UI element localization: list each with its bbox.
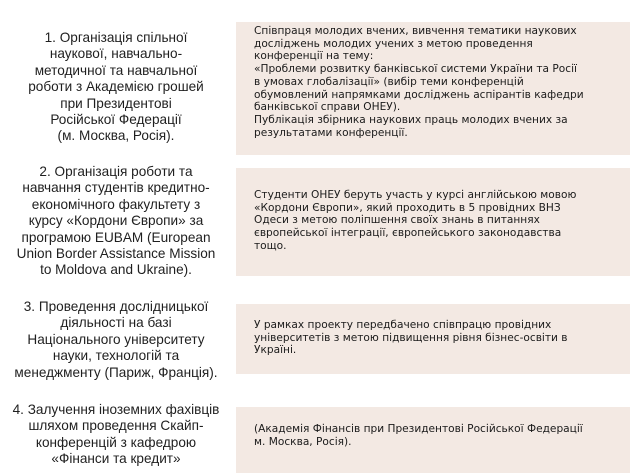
item-description-box-1 bbox=[236, 22, 630, 155]
item-description-paragraph-1b: Публікація збірника наукових праць молодих вчених за результатами конференції. bbox=[254, 113, 568, 139]
item-description-paragraph-4: (Академія Фінансів при Президентові Російської Федерації м. Москва, Росія). bbox=[254, 423, 583, 448]
item-title-text-2: 2. Організація роботи та навчання студентів кредитно- економічного факультету з курсу «Кордони Європи» за програмою EUBAM (European Union Border Assistance Mission to Moldova and Ukraine). bbox=[16, 164, 216, 278]
item-title-text-3: 3. Проведення дослідницької діяльності на базі Національного університету науки, технологій та менеджменту (Париж, Франція). bbox=[14, 299, 218, 380]
item-title-1 bbox=[0, 30, 232, 145]
item-description-box-2 bbox=[236, 168, 630, 276]
item-description-box-4 bbox=[236, 407, 630, 473]
item-description-box-3 bbox=[236, 304, 630, 374]
item-title-3 bbox=[0, 299, 232, 381]
item-description-paragraph-1a: Співпраця молодих вчених, вивчення тематики наукових досліджень молодих учених з метою проведення конференції на тему: «Проблеми розвитку банківської системи України та Росії в умовах глобалізації» (вибір теми конференцій обумовлений напрямками досліджень аспірантів кафедри банківської справи ОНЕУ). bbox=[254, 25, 584, 114]
item-description-paragraph-2: Студенти ОНЕУ беруть участь у курсі англійською мовою «Кордони Європи», який проходить в 5 провідних ВНЗ Одеси з метою поліпшення своїх знань в питаннях європейської інтеграції, європейського законодавства тощо. bbox=[254, 189, 577, 252]
item-title-text-4: 4. Залучення іноземних фахівців шляхом проведення Скайп- конференцій з кафедрою «Фінанси та кредит» bbox=[12, 402, 220, 467]
item-title-2 bbox=[0, 164, 232, 279]
item-title-4 bbox=[0, 402, 232, 468]
item-description-paragraph-3: У рамках проекту передбачено співпрацю провідних університетів з метою підвищення рівня бізнес-освіти в Україні. bbox=[254, 319, 568, 357]
item-title-text-1: 1. Організація спільної наукової, навчально- методичної та навчальної роботи з Академією грошей при Президентові Російської Федерації (м. Москва, Росія). bbox=[28, 30, 204, 144]
